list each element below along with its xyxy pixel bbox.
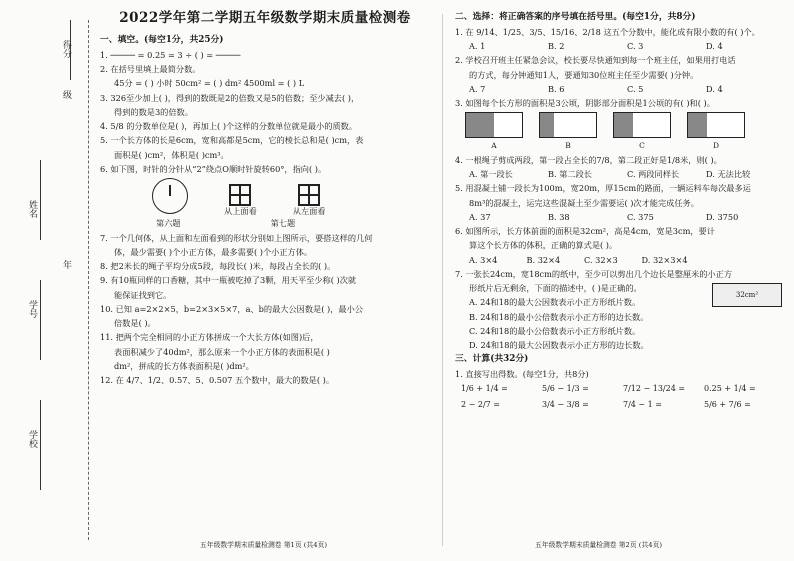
question-2-3-figures (465, 112, 785, 138)
option[interactable]: C. 375 (627, 211, 654, 222)
binding-label-score: 得分 (61, 40, 71, 58)
school-field[interactable] (40, 400, 41, 490)
label-a: A (491, 141, 497, 151)
rect-figure-a (465, 112, 523, 138)
cuboid-figure: 32cm² (712, 283, 782, 307)
rect-figure-d (687, 112, 745, 138)
option[interactable]: C. 两段同样长 (627, 169, 680, 180)
question-1-10[interactable]: 10. 已知 a=2×2×5，b=2×3×5×7，a、b的最大公因数是( )，最小公 (100, 303, 363, 314)
fig7-caption: 第七题 (270, 218, 296, 229)
calc-grid (461, 384, 785, 410)
option[interactable]: D. 32×3×4 (641, 254, 688, 265)
question-1-5-cont[interactable]: 面积是( )cm²，体积是( )cm³。 (114, 149, 229, 160)
binding-label-number: 学号 (27, 300, 37, 318)
binding-dashed-line (88, 20, 89, 540)
question-1-4[interactable]: 4. 5/8 的分数单位是( )，再加上( )个这样的分数单位就是最小的质数。 (100, 121, 358, 132)
question-1-6[interactable]: 6. 如下图，时针的分针从“2”绕点O顺时针旋转60°，指向( )。 (100, 163, 327, 174)
right-footer: 五年级数学期末质量检测卷 第2页 (共4页) (535, 541, 663, 549)
top-view-figure (229, 184, 251, 206)
question-1-7-cont[interactable]: 体，最少需要( )个小正方体，最多需要( )个小正方体。 (114, 246, 313, 257)
top-view-caption: 从上面看 (224, 206, 257, 217)
option[interactable]: A. 1 (469, 41, 486, 52)
option[interactable]: C. 32×3 (584, 254, 618, 265)
question-2-5-cont[interactable]: 8m³的混凝土，运完这些混凝土至少需要运( )次才能完成任务。 (469, 197, 699, 208)
section-fill-in: 一、填空。(每空1分，共25分) (100, 34, 224, 45)
question-2-4-options (469, 169, 785, 179)
label-c: C (639, 141, 645, 151)
figure-captions (156, 218, 430, 228)
option[interactable]: B. 6 (548, 83, 565, 94)
question-2-2: 2. 学校召开班主任紧急会议，校长要尽快通知到每一个班主任，如果用打电话 (455, 55, 736, 66)
question-1-9[interactable]: 9. 有10瓶同样的口香糖，其中一瓶被吃掉了3颗，用天平至少称( )次就 (100, 275, 357, 286)
question-2-7-option-b[interactable]: B. 24和18的最小公倍数表示小正方形的边长数。 (469, 311, 649, 322)
option[interactable]: A. 第一段长 (469, 169, 513, 180)
name-field[interactable] (40, 160, 41, 240)
binding-label-school: 学校 (27, 430, 37, 448)
question-2-2-options (469, 84, 785, 94)
calc-item[interactable]: 0.25 + 1/4 = (704, 383, 756, 393)
option[interactable]: D. 3750 (706, 211, 739, 222)
option[interactable]: D. 4 (706, 83, 723, 94)
question-2-4[interactable]: 4. 一根绳子剪成两段，第一段占全长的7/8，第二段正好是1/8米，则( )。 (455, 154, 722, 165)
option[interactable]: B. 2 (548, 41, 565, 52)
binding-label-name: 姓名 (27, 200, 37, 218)
option[interactable]: D. 4 (706, 41, 723, 52)
question-1-2-items[interactable]: 45分 = ( ) 小时 50cm² = ( ) dm² 4500ml = ( ) L (114, 78, 305, 89)
right-page (455, 10, 785, 410)
option[interactable]: B. 38 (548, 211, 570, 222)
question-2-6-cont[interactable]: 算这个长方体的体积，正确的算式是( )。 (469, 240, 618, 251)
calc-item[interactable]: 1/6 + 1/4 = (461, 383, 508, 393)
binding-label-grade: 年 (61, 260, 71, 269)
calc-item[interactable]: 7/4 − 1 = (623, 399, 662, 409)
question-1-11-cont[interactable]: 表面积减少了40dm²，那么原来一个小正方体的表面积是( ) (114, 346, 330, 357)
question-2-7-option-c[interactable]: C. 24和18的最小公倍数表示小正方形纸片数。 (469, 325, 641, 336)
binding-strip (0, 0, 92, 561)
option[interactable]: C. 5 (627, 83, 644, 94)
question-2-2-cont[interactable]: 的方式，每分钟通知1人，要通知30位班主任至少需要( )分钟。 (469, 69, 699, 80)
question-1-2: 2. 在括号里填上最简分数。 (100, 64, 201, 75)
rect-figure-b (539, 112, 597, 138)
question-2-7-option-a[interactable]: A. 24和18的最大公因数表示小正方形纸片数。 (469, 297, 641, 308)
exam-title: 2022学年第二学期五年级数学期末质量检测卷 (119, 10, 411, 26)
question-1-11-cont2[interactable]: dm²，拼成的长方体表面积是( )dm²。 (114, 360, 254, 371)
calc-item[interactable]: 2 − 2/7 = (461, 399, 500, 409)
rect-figure-c (613, 112, 671, 138)
question-1-11: 11. 把两个完全相同的小正方体拼成一个大长方体(如图)后， (100, 332, 319, 343)
question-1-3-cont: 得到的数是3的倍数。 (114, 106, 193, 117)
question-1-7: 7. 一个几何体，从上面和左面看到的形状分别如上图所示，要搭这样的几何 (100, 232, 373, 243)
question-2-7-option-d[interactable]: D. 24和18的最大公因数表示小正方形的边长数。 (469, 340, 649, 351)
binding-label-class: 级 (61, 90, 71, 99)
option[interactable]: A. 7 (469, 83, 486, 94)
question-1-3[interactable]: 3. 326至少加上( )，得到的数既是2的倍数又是5的倍数；至少减去( )， (100, 92, 360, 103)
page-fold (442, 14, 443, 546)
option[interactable]: B. 32×4 (526, 254, 561, 265)
figures-6-7 (152, 178, 430, 216)
left-view-caption: 从左面看 (292, 206, 326, 217)
question-2-7: 7. 一张长24cm，宽18cm的纸中，至少可以剪出几个边长是整厘米的小正方 (455, 268, 733, 279)
option[interactable]: A. 37 (469, 211, 491, 222)
option[interactable]: D. 无法比较 (706, 169, 751, 180)
option[interactable]: C. 3 (627, 41, 644, 52)
label-d: D (712, 141, 719, 151)
fig6-caption: 第六题 (156, 218, 181, 229)
question-1-10-cont[interactable]: 倍数是( )。 (114, 318, 156, 329)
question-1-1[interactable]: 1. ───── = 0.25 = 3 ÷ ( ) = ───── (100, 49, 241, 60)
rect-figure-labels (465, 141, 785, 150)
question-2-5: 5. 用混凝土铺一段长为100m，宽20m，厚15cm的路面，一辆运料车每次最多运 (455, 183, 751, 194)
left-view-figure (298, 184, 320, 206)
option[interactable]: B. 第二段长 (548, 169, 592, 180)
section-choice: 二、选择：将正确答案的序号填在括号里。(每空1分，共8分) (455, 12, 696, 22)
number-field[interactable] (40, 280, 41, 360)
label-b: B (565, 141, 571, 151)
question-2-1[interactable]: 1. 在 9/14、1/25、3/5、15/16、2/18 这五个分数中，能化成有限小数的有( )个。 (455, 26, 760, 37)
question-1-5[interactable]: 5. 一个长方体的长是6cm，宽和高都是5cm，它的棱长总和是( )cm，表 (100, 135, 364, 146)
clock-figure (152, 178, 188, 214)
calc-intro: 1. 直接写出得数。(每空1分，共8分) (455, 369, 589, 380)
question-2-7-cont[interactable]: 形纸片后无剩余，下面的描述中，( )是正确的。 (469, 283, 642, 294)
question-2-6: 6. 如图所示，长方体前面的面积是32cm²，高是4cm，宽是3cm，要计 (455, 226, 715, 237)
calc-item[interactable]: 3/4 − 3/8 = (542, 399, 589, 409)
question-1-8[interactable]: 8. 把2米长的绳子平均分成5段，每段长( )米，每段占全长的( )。 (100, 261, 336, 272)
section-calc: 三、计算(共32分) (455, 354, 529, 365)
calc-item[interactable]: 5/6 + 7/6 = (704, 399, 751, 409)
question-1-12[interactable]: 12. 在 4/7、1/2、0.57、5、0.507 五个数中，最大的数是( )。 (100, 375, 335, 386)
calc-item[interactable]: 5/6 − 1/3 = (542, 383, 589, 393)
question-2-6-options (469, 255, 699, 265)
question-1-9-cont: 能保证找到它。 (114, 289, 172, 300)
score-field[interactable] (70, 20, 71, 80)
question-2-1-options (469, 41, 785, 51)
calc-item[interactable]: 7/12 − 13/24 = (623, 383, 686, 393)
question-2-5-options (469, 212, 785, 222)
left-page (100, 10, 430, 389)
option[interactable]: A. 3×4 (469, 254, 498, 265)
question-2-3[interactable]: 3. 如图每个长方形的面积是3公顷，阴影部分面积是1公顷的有( )和( )。 (455, 98, 715, 109)
left-footer: 五年级数学期末质量检测卷 第1页 (共4页) (200, 541, 328, 549)
